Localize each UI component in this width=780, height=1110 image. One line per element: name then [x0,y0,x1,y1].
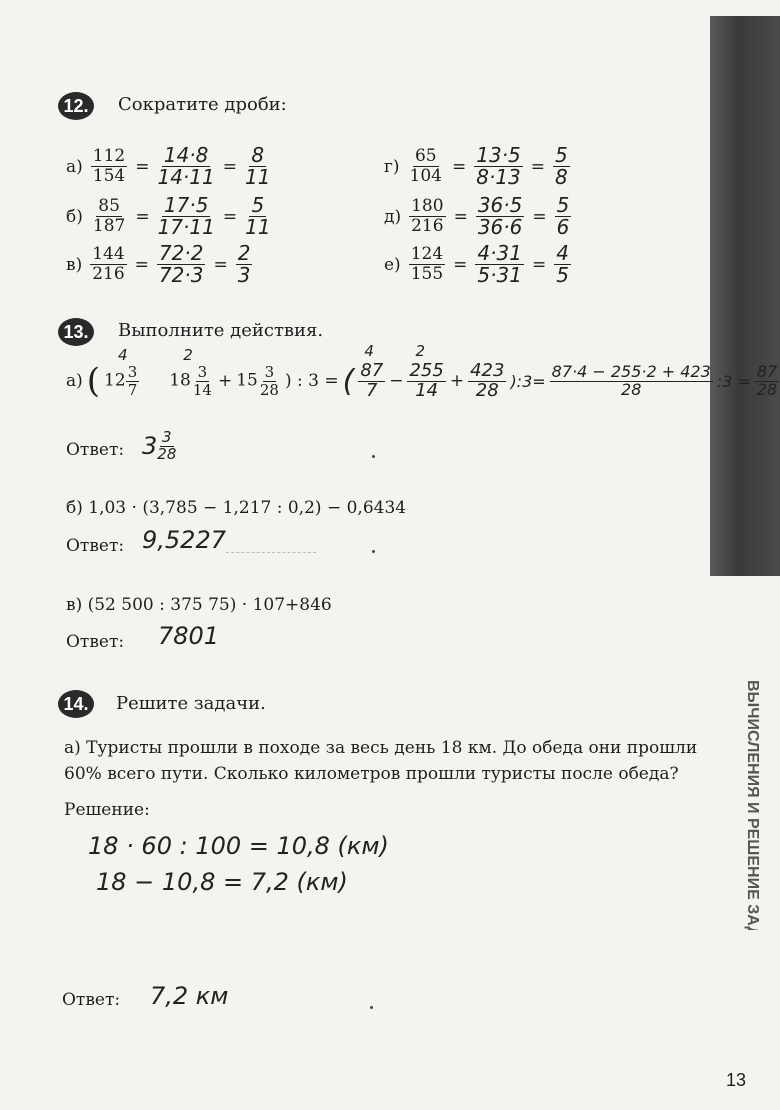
handwritten-answer: 3 $\frac{3}{28}$ [142,428,177,463]
expression: в) (52 500 : 375 75) · 107+846 [66,595,332,615]
answer-label: Ответ: [66,632,125,652]
handwritten-result: $\frac{5}{8}$ [555,143,568,189]
handwritten-result: $\frac{5}{6}$ [556,193,570,239]
equals-sign: = [452,156,467,177]
handwritten-fraction: $\frac{423}{28}$ [470,360,505,401]
open-paren: ( [86,361,101,402]
handwritten-mark: 2 [183,346,193,365]
equals-sign: = [213,254,228,275]
fraction-row [384,195,571,238]
fraction-row [384,243,571,286]
handwritten-solution-line: 18 − 10,8 = 7,2 (км) [96,868,348,896]
item-label: в) [66,254,83,275]
task-number-badge: 13. [58,318,94,346]
fraction: $\frac{144}{216}$ [92,244,125,284]
item-label: а) [66,371,83,392]
handwritten-fraction: $\frac{14\cdot 8}{14\cdot 11}$ [157,143,215,189]
mixed-number: 2 18 $\frac{3}{14}$ [169,346,212,399]
handwritten-result: $\frac{4}{5}$ [556,241,569,287]
handwritten-fraction: 2 $\frac{255}{14}$ [409,342,444,401]
page-number: 13 [726,1070,747,1090]
handwritten-solution-line: 18 · 60 : 100 = 10,8 (км) [88,832,389,860]
equals-sign: = [135,206,150,227]
plus-sign: + [217,371,233,392]
answer-label: Ответ: [66,440,125,460]
item-label: а) [66,156,83,177]
mixed-number: 15 $\frac{3}{28}$ [236,363,279,399]
sidebar-text [720,680,760,930]
handwritten-result: $\frac{8}{11}$ [245,143,271,189]
dot-mark [372,550,375,553]
handwritten-answer: 7801 [158,622,220,650]
equals-sign: = [530,156,546,177]
fraction-row [66,243,252,286]
handwritten-result: $\frac{5}{11}$ [245,193,271,239]
mixed-number: 4 12 $\frac{3}{7}$ [104,346,138,399]
problem-text: 60% всего пути. Сколько километров прошли туристы после обеда? [64,764,679,784]
handwritten-tail: ):3= [510,371,546,391]
fraction: $\frac{85}{187}$ [92,196,126,236]
fraction-row [66,145,270,188]
dot-mark [372,455,375,458]
expression: б) 1,03 · (3,785 − 1,217 : 0,2) − 0,6434 [66,498,407,518]
equals-sign: = [222,206,238,227]
item-label: б) [66,206,83,227]
handwritten-fraction: $\frac{72\cdot 2}{72\cdot 3}$ [158,241,204,287]
equals-sign: = [531,254,547,275]
fraction: $\frac{124}{155}$ [410,244,444,284]
task-title: Выполните действия. [118,320,324,341]
page-edge-strip [710,16,780,576]
answer-line [226,552,316,553]
handwritten-answer: 7,2 км [150,982,229,1010]
expression-row: а) ( 4 12 $\frac{3}{7}$ 2 18 $\frac{3}{14}$ + 15 $\frac{3}{28}$ ) : 3 = ( 4 $\frac{87}{7}$ − 2 $\frac{255}{14}$ + $\frac{423}{28}$ ):3= $\frac{87\cdot 4 - 255\cdot 2 + 423}{28}$ :3 = $\frac{87}{28}$ [66,342,778,402]
handwritten-tail: :3 = [716,371,751,391]
plus-sign: + [449,371,465,392]
handwritten-fraction: $\frac{36\cdot 5}{36\cdot 6}$ [477,193,523,239]
item-label: г) [384,156,400,177]
answer-label: Ответ: [66,536,125,556]
fraction-row [384,145,570,188]
solution-label: Решение: [64,800,150,820]
item-label: д) [384,206,402,227]
equals-sign: = [532,206,547,227]
handwritten-fraction: $\frac{17\cdot 5}{17\cdot 11}$ [157,193,215,239]
handwritten-fraction: $\frac{4\cdot 31}{5\cdot 31}$ [477,241,522,287]
equals-sign: = [134,254,149,275]
close-paren-divide: ) : 3 = [284,371,339,392]
task-title: Сократите дроби: [118,94,287,115]
handwritten-result: $\frac{87}{28}$ [756,362,778,399]
equals-sign: = [135,156,150,177]
handwritten-result: $\frac{2}{3}$ [237,241,251,287]
dot-mark [370,1006,373,1009]
task-number-badge: 14. [58,690,94,718]
task-number-badge: 12. [58,92,94,120]
equals-sign: = [453,206,468,227]
equals-sign: = [453,254,468,275]
fraction-row [66,195,271,238]
equals-sign: = [222,156,237,177]
svg-text:ВЫЧИСЛЕНИЯ И РЕШЕНИЕ ЗАДАЧ 25: ВЫЧИСЛЕНИЯ И РЕШЕНИЕ ЗАДАЧ 25 [744,680,760,930]
handwritten-mark: 4 [118,346,128,365]
task-title: Решите задачи. [116,693,266,714]
minus-sign: − [389,371,404,392]
handwritten-fraction: $\frac{13\cdot 5}{8\cdot 13}$ [476,143,521,189]
handwritten-answer: 9,5227 [142,526,226,554]
problem-text: а) Туристы прошли в походе за весь день 18 км. До обеда они прошли [64,738,698,758]
answer-label: Ответ: [62,990,121,1010]
fraction: $\frac{65}{104}$ [409,146,442,186]
handwritten-fraction: $\frac{87\cdot 4 - 255\cdot 2 + 423}{28}$ [551,362,711,399]
handwritten-fraction: 4 $\frac{87}{7}$ [360,342,384,401]
fraction: $\frac{180}{216}$ [411,196,444,236]
item-label: е) [384,254,401,275]
fraction: $\frac{112}{154}$ [92,146,126,186]
